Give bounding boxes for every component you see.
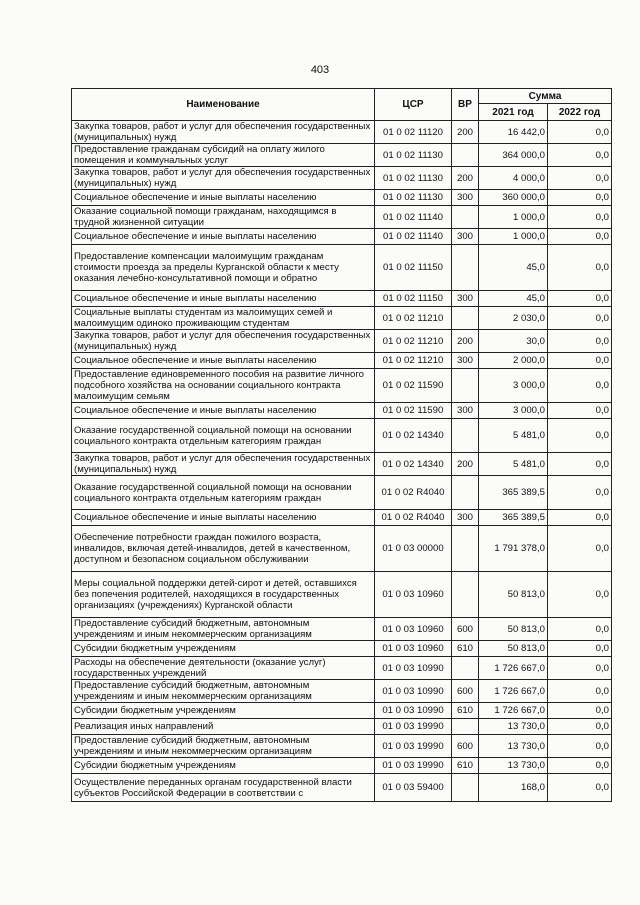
row-name-cell: Закупка товаров, работ и услуг для обеспечения государственных (муниципальных) нужд <box>72 330 375 353</box>
row-vr-cell <box>452 657 479 680</box>
row-vr-cell <box>452 572 479 618</box>
table-row <box>72 774 612 802</box>
table-row <box>72 680 612 703</box>
row-2022-cell: 0,0 <box>548 403 612 419</box>
row-2022-cell: 0,0 <box>548 190 612 206</box>
table-row <box>72 307 612 330</box>
row-csr-cell: 01 0 02 14340 <box>375 419 452 453</box>
row-name-cell: Социальное обеспечение и иные выплаты населению <box>72 229 375 245</box>
header-name: Наименование <box>72 89 375 121</box>
table-row <box>72 572 612 618</box>
table-row <box>72 167 612 190</box>
row-vr-cell: 300 <box>452 190 479 206</box>
row-2022-cell: 0,0 <box>548 419 612 453</box>
row-csr-cell: 01 0 02 R4040 <box>375 476 452 510</box>
row-2022-cell: 0,0 <box>548 307 612 330</box>
row-vr-cell <box>452 245 479 291</box>
row-2021-cell: 1 726 667,0 <box>479 703 548 719</box>
row-2022-cell: 0,0 <box>548 641 612 657</box>
row-name-cell: Реализация иных направлений <box>72 719 375 735</box>
row-csr-cell: 01 0 02 11130 <box>375 167 452 190</box>
row-name-cell: Закупка товаров, работ и услуг для обеспечения государственных (муниципальных) нужд <box>72 121 375 144</box>
row-csr-cell: 01 0 03 19990 <box>375 719 452 735</box>
row-vr-cell: 300 <box>452 353 479 369</box>
table-row <box>72 735 612 758</box>
row-vr-cell: 200 <box>452 453 479 476</box>
table-header <box>72 89 612 121</box>
row-2021-cell: 13 730,0 <box>479 735 548 758</box>
row-vr-cell <box>452 369 479 403</box>
row-csr-cell: 01 0 03 10960 <box>375 618 452 641</box>
table-row <box>72 510 612 526</box>
row-csr-cell: 01 0 03 00000 <box>375 526 452 572</box>
row-vr-cell: 200 <box>452 330 479 353</box>
row-2021-cell: 360 000,0 <box>479 190 548 206</box>
row-name-cell: Социальное обеспечение и иные выплаты населению <box>72 291 375 307</box>
table-row <box>72 419 612 453</box>
page-number: 403 <box>310 64 330 76</box>
row-name-cell: Предоставление субсидий бюджетным, автономным учреждениям и иным некоммерческим организациям <box>72 618 375 641</box>
row-csr-cell: 01 0 02 11210 <box>375 353 452 369</box>
row-vr-cell: 610 <box>452 703 479 719</box>
row-csr-cell: 01 0 02 11590 <box>375 369 452 403</box>
table-row <box>72 526 612 572</box>
row-2022-cell: 0,0 <box>548 758 612 774</box>
row-vr-cell: 300 <box>452 229 479 245</box>
row-2021-cell: 2 030,0 <box>479 307 548 330</box>
row-vr-cell <box>452 206 479 229</box>
row-2021-cell: 30,0 <box>479 330 548 353</box>
table-row <box>72 657 612 680</box>
row-2022-cell: 0,0 <box>548 369 612 403</box>
row-2022-cell: 0,0 <box>548 121 612 144</box>
header-year-2021: 2021 год <box>479 104 548 121</box>
row-csr-cell: 01 0 02 11150 <box>375 245 452 291</box>
row-name-cell: Предоставление субсидий бюджетным, автономным учреждениям и иным некоммерческим организациям <box>72 735 375 758</box>
row-vr-cell <box>452 774 479 802</box>
row-2021-cell: 45,0 <box>479 291 548 307</box>
row-2021-cell: 5 481,0 <box>479 453 548 476</box>
table-body <box>72 121 612 802</box>
row-2022-cell: 0,0 <box>548 206 612 229</box>
row-vr-cell: 200 <box>452 167 479 190</box>
header-vr: ВР <box>452 89 479 121</box>
row-vr-cell: 300 <box>452 403 479 419</box>
row-2021-cell: 365 389,5 <box>479 510 548 526</box>
row-csr-cell: 01 0 03 19990 <box>375 758 452 774</box>
row-2022-cell: 0,0 <box>548 476 612 510</box>
row-vr-cell <box>452 476 479 510</box>
row-vr-cell: 600 <box>452 618 479 641</box>
row-csr-cell: 01 0 02 11120 <box>375 121 452 144</box>
row-vr-cell: 600 <box>452 680 479 703</box>
row-2021-cell: 168,0 <box>479 774 548 802</box>
row-csr-cell: 01 0 03 19990 <box>375 735 452 758</box>
row-name-cell: Обеспечение потребности граждан пожилого возраста, инвалидов, включая детей-инвалидов, детей в качественном, доступном и безопасном социальном обслуживании <box>72 526 375 572</box>
budget-table <box>71 88 612 802</box>
table-row <box>72 641 612 657</box>
row-2022-cell: 0,0 <box>548 680 612 703</box>
row-vr-cell <box>452 719 479 735</box>
table-row <box>72 403 612 419</box>
table-row <box>72 291 612 307</box>
row-2021-cell: 13 730,0 <box>479 719 548 735</box>
row-csr-cell: 01 0 02 R4040 <box>375 510 452 526</box>
row-csr-cell: 01 0 02 11130 <box>375 144 452 167</box>
row-2021-cell: 4 000,0 <box>479 167 548 190</box>
row-2022-cell: 0,0 <box>548 735 612 758</box>
row-2021-cell: 50 813,0 <box>479 641 548 657</box>
row-2021-cell: 5 481,0 <box>479 419 548 453</box>
row-2021-cell: 45,0 <box>479 245 548 291</box>
row-name-cell: Социальное обеспечение и иные выплаты населению <box>72 353 375 369</box>
table-row <box>72 121 612 144</box>
row-csr-cell: 01 0 02 11140 <box>375 229 452 245</box>
row-2022-cell: 0,0 <box>548 703 612 719</box>
row-2022-cell: 0,0 <box>548 719 612 735</box>
row-2022-cell: 0,0 <box>548 526 612 572</box>
row-name-cell: Оказание государственной социальной помощи на основании социального контракта отдельным категориям граждан <box>72 476 375 510</box>
table-row <box>72 618 612 641</box>
row-csr-cell: 01 0 02 11130 <box>375 190 452 206</box>
row-2022-cell: 0,0 <box>548 657 612 680</box>
header-year-2022: 2022 год <box>548 104 612 121</box>
row-2022-cell: 0,0 <box>548 330 612 353</box>
table-row <box>72 758 612 774</box>
row-vr-cell: 600 <box>452 735 479 758</box>
row-name-cell: Социальное обеспечение и иные выплаты населению <box>72 403 375 419</box>
row-csr-cell: 01 0 02 11210 <box>375 330 452 353</box>
row-2021-cell: 2 000,0 <box>479 353 548 369</box>
row-2022-cell: 0,0 <box>548 291 612 307</box>
row-2022-cell: 0,0 <box>548 144 612 167</box>
row-2021-cell: 1 000,0 <box>479 206 548 229</box>
row-2021-cell: 1 000,0 <box>479 229 548 245</box>
row-vr-cell <box>452 419 479 453</box>
row-2021-cell: 1 791 378,0 <box>479 526 548 572</box>
row-2021-cell: 3 000,0 <box>479 369 548 403</box>
row-2022-cell: 0,0 <box>548 774 612 802</box>
row-2022-cell: 0,0 <box>548 245 612 291</box>
row-csr-cell: 01 0 02 14340 <box>375 453 452 476</box>
row-2021-cell: 50 813,0 <box>479 572 548 618</box>
row-2022-cell: 0,0 <box>548 510 612 526</box>
row-name-cell: Расходы на обеспечение деятельности (оказание услуг) государственных учреждений <box>72 657 375 680</box>
row-name-cell: Субсидии бюджетным учреждениям <box>72 641 375 657</box>
row-2021-cell: 50 813,0 <box>479 618 548 641</box>
row-csr-cell: 01 0 02 11140 <box>375 206 452 229</box>
row-csr-cell: 01 0 03 10990 <box>375 703 452 719</box>
row-name-cell: Предоставление гражданам субсидий на оплату жилого помещения и коммунальных услуг <box>72 144 375 167</box>
row-csr-cell: 01 0 02 11590 <box>375 403 452 419</box>
row-vr-cell <box>452 526 479 572</box>
row-2022-cell: 0,0 <box>548 229 612 245</box>
row-name-cell: Осуществление переданных органам государственной власти субъектов Российской Федерации в соответствии с <box>72 774 375 802</box>
table-row <box>72 190 612 206</box>
header-sum: Сумма <box>479 89 612 104</box>
row-name-cell: Предоставление компенсации малоимущим гражданам стоимости проезда за пределы Курганской области к месту оказания лечебно-консультативной помощи и обратно <box>72 245 375 291</box>
row-name-cell: Субсидии бюджетным учреждениям <box>72 758 375 774</box>
row-vr-cell <box>452 307 479 330</box>
table-row <box>72 476 612 510</box>
row-name-cell: Закупка товаров, работ и услуг для обеспечения государственных (муниципальных) нужд <box>72 167 375 190</box>
table-row <box>72 206 612 229</box>
row-name-cell: Социальное обеспечение и иные выплаты населению <box>72 190 375 206</box>
row-2021-cell: 3 000,0 <box>479 403 548 419</box>
row-name-cell: Закупка товаров, работ и услуг для обеспечения государственных (муниципальных) нужд <box>72 453 375 476</box>
row-name-cell: Предоставление единовременного пособия на развитие личного подсобного хозяйства на основании социального контракта малоимущим семьям <box>72 369 375 403</box>
row-2021-cell: 13 730,0 <box>479 758 548 774</box>
table-row <box>72 144 612 167</box>
row-csr-cell: 01 0 03 59400 <box>375 774 452 802</box>
table-row <box>72 369 612 403</box>
table-row <box>72 703 612 719</box>
row-2021-cell: 16 442,0 <box>479 121 548 144</box>
row-csr-cell: 01 0 02 11210 <box>375 307 452 330</box>
row-2022-cell: 0,0 <box>548 618 612 641</box>
row-csr-cell: 01 0 03 10990 <box>375 657 452 680</box>
row-vr-cell: 610 <box>452 641 479 657</box>
row-vr-cell: 200 <box>452 121 479 144</box>
table-row <box>72 245 612 291</box>
row-name-cell: Оказание государственной социальной помощи на основании социального контракта отдельным категориям граждан <box>72 419 375 453</box>
row-2022-cell: 0,0 <box>548 572 612 618</box>
row-2022-cell: 0,0 <box>548 353 612 369</box>
row-name-cell: Меры социальной поддержки детей-сирот и детей, оставшихся без попечения родителей, находящихся в государственных организациях (учреждениях) Курганской области <box>72 572 375 618</box>
row-name-cell: Оказание социальной помощи гражданам, находящимся в трудной жизненной ситуации <box>72 206 375 229</box>
row-name-cell: Предоставление субсидий бюджетным, автономным учреждениям и иным некоммерческим организациям <box>72 680 375 703</box>
row-vr-cell <box>452 144 479 167</box>
table-row <box>72 719 612 735</box>
header-csr: ЦСР <box>375 89 452 121</box>
row-2021-cell: 1 726 667,0 <box>479 680 548 703</box>
row-2021-cell: 365 389,5 <box>479 476 548 510</box>
row-csr-cell: 01 0 03 10960 <box>375 641 452 657</box>
row-2021-cell: 1 726 667,0 <box>479 657 548 680</box>
row-2021-cell: 364 000,0 <box>479 144 548 167</box>
table-row <box>72 453 612 476</box>
row-2022-cell: 0,0 <box>548 453 612 476</box>
row-vr-cell: 610 <box>452 758 479 774</box>
table-row <box>72 330 612 353</box>
row-vr-cell: 300 <box>452 291 479 307</box>
row-name-cell: Социальные выплаты студентам из малоимущих семей и малоимущим одиноко проживающим студентам <box>72 307 375 330</box>
row-name-cell: Социальное обеспечение и иные выплаты населению <box>72 510 375 526</box>
row-2022-cell: 0,0 <box>548 167 612 190</box>
table-row <box>72 229 612 245</box>
row-csr-cell: 01 0 03 10960 <box>375 572 452 618</box>
row-csr-cell: 01 0 03 10990 <box>375 680 452 703</box>
table-row <box>72 353 612 369</box>
row-vr-cell: 300 <box>452 510 479 526</box>
row-csr-cell: 01 0 02 11150 <box>375 291 452 307</box>
row-name-cell: Субсидии бюджетным учреждениям <box>72 703 375 719</box>
